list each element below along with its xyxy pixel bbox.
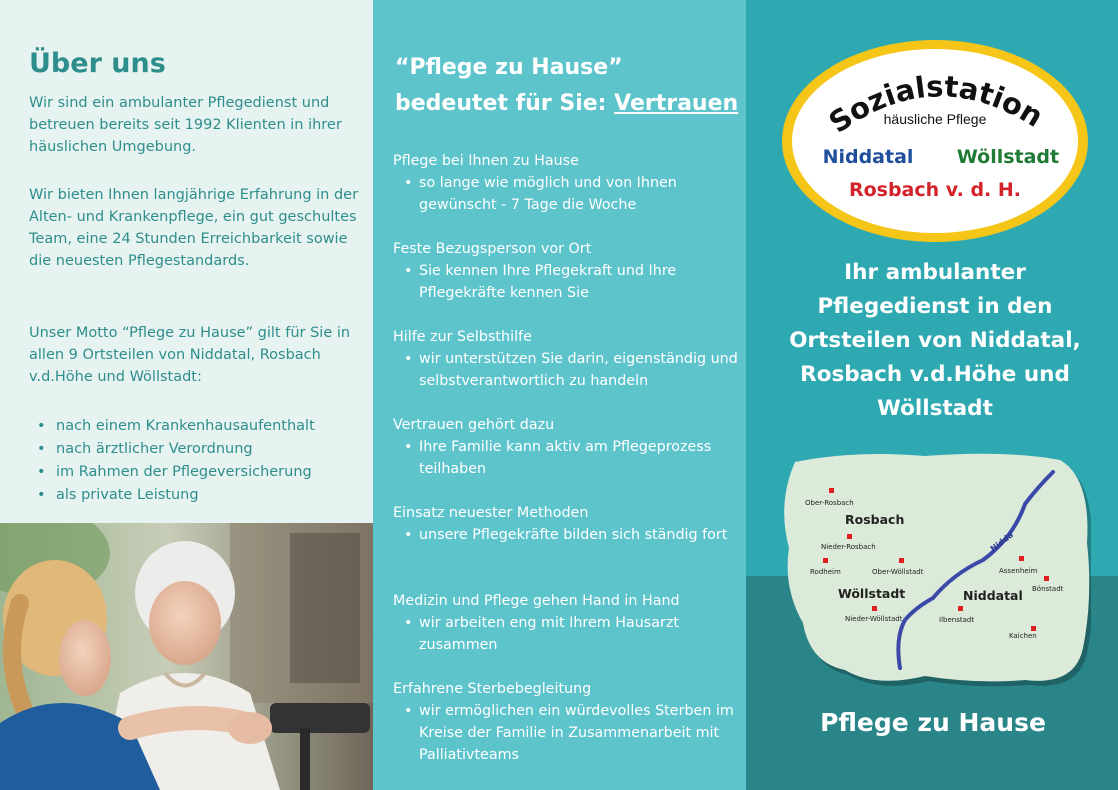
benefit-title: Feste Bezugsperson vor Ort — [393, 241, 592, 257]
benefit-bullet: • unsere Pflegekräfte bilden sich ständig fort — [393, 524, 738, 546]
benefit-item — [393, 502, 738, 546]
map-region-rosbach: Rosbach — [845, 512, 905, 527]
heading-underlined-word: Vertrauen — [614, 91, 739, 116]
heading-prefix: bedeutet für Sie: — [395, 91, 615, 116]
list-item: • im Rahmen der Pflegeversicherung — [34, 461, 315, 484]
map-village-rodheim: Rodheim — [810, 568, 841, 576]
benefit-bullet: • so lange wie möglich und von Ihnen gewünscht - 7 Tage die Woche — [393, 172, 738, 216]
cover-footer-title: Pflege zu Hause — [820, 708, 1046, 737]
map-marker — [1019, 556, 1024, 561]
benefit-item — [393, 414, 738, 480]
map-marker — [829, 488, 834, 493]
map-marker — [823, 558, 828, 563]
benefit-title: Erfahrene Sterbebegleitung — [393, 681, 592, 697]
logo-name: Sozialstation — [822, 69, 1050, 140]
benefit-bullet: • Sie kennen Ihre Pflegekraft und Ihre Pflegekräfte kennen Sie — [393, 260, 738, 304]
tagline-line: Pflegedienst in den — [817, 294, 1053, 319]
benefit-bullet: • wir unterstützen Sie darin, eigenständig und selbstverantwortlich zu handeln — [393, 348, 738, 392]
map-village-nieder-woellstadt: Nieder-Wöllstadt — [845, 615, 903, 623]
map-marker — [872, 606, 877, 611]
about-title: Über uns — [29, 48, 166, 79]
map-marker — [1031, 626, 1036, 631]
benefit-item — [393, 150, 738, 216]
tagline-line: Rosbach v.d.Höhe und — [800, 362, 1070, 387]
list-item: • nach einem Krankenhausaufenthalt — [34, 415, 315, 438]
benefit-bullet: • wir ermöglichen ein würdevolles Sterben im Kreise der Familie in Zusammenarbeit mit Palliativteams — [393, 700, 738, 766]
map-region-niddatal: Niddatal — [963, 588, 1023, 603]
benefit-item — [393, 590, 738, 656]
benefit-title: Medizin und Pflege gehen Hand in Hand — [393, 593, 680, 609]
benefit-title: Hilfe zur Selbsthilfe — [393, 329, 532, 345]
map-marker — [958, 606, 963, 611]
about-paragraph-intro: Wir sind ein ambulanter Pflegedienst und betreuen bereits seit 1992 Klienten in ihrer häuslichen Umgebung. — [29, 95, 342, 155]
map-marker — [1044, 576, 1049, 581]
map-village-ober-woellstadt: Ober-Wöllstadt — [872, 568, 924, 576]
map-marker — [847, 534, 852, 539]
map-village-boenstadt: Bönstadt — [1032, 585, 1064, 593]
list-item: • als private Leistung — [34, 484, 315, 507]
tagline-line: Wöllstadt — [877, 396, 993, 421]
sozialstation-logo — [780, 38, 1090, 244]
logo-subtitle: häusliche Pflege — [883, 111, 987, 127]
benefit-item — [393, 326, 738, 392]
map-village-assenheim: Assenheim — [999, 567, 1038, 575]
benefit-item — [393, 678, 738, 766]
logo-place-woellstadt: Wöllstadt — [956, 146, 1060, 168]
tagline-line: Ihr ambulanter — [844, 260, 1026, 285]
benefit-title: Einsatz neuester Methoden — [393, 505, 589, 521]
map-village-nieder-rosbach: Nieder-Rosbach — [821, 543, 876, 551]
list-item: • nach ärztlicher Verordnung — [34, 438, 315, 461]
cover-tagline — [770, 256, 1100, 426]
logo-place-niddatal: Niddatal — [822, 146, 914, 168]
benefit-bullet: • Ihre Familie kann aktiv am Pflegeprozess teilhaben — [393, 436, 738, 480]
benefit-item — [393, 238, 738, 304]
map-region-woellstadt: Wöllstadt — [838, 586, 906, 601]
benefits-heading-line2 — [395, 88, 738, 120]
map-marker — [899, 558, 904, 563]
benefit-bullet: • wir arbeiten eng mit Ihrem Hausarzt zusammen — [393, 612, 738, 656]
caregiver-photo — [0, 523, 373, 790]
tagline-line: Ortsteilen von Niddatal, — [789, 328, 1081, 353]
about-bullet-list — [34, 415, 315, 507]
map-village-ilbenstadt: Ilbenstadt — [939, 616, 975, 624]
about-paragraph-experience: Wir bieten Ihnen langjährige Erfahrung in der Alten- und Krankenpflege, ein gut geschultes Team, eine 24 Stunden Erreichbarkeit sowie die neuesten Pflegestandards. — [29, 187, 359, 269]
map-village-ober-rosbach: Ober-Rosbach — [805, 499, 854, 507]
map-river-label: Nidda — [988, 530, 1015, 554]
service-area-map — [775, 448, 1091, 688]
benefit-title: Vertrauen gehört dazu — [393, 417, 555, 433]
benefits-heading-line1: “Pflege zu Hause” — [395, 55, 623, 80]
benefit-title: Pflege bei Ihnen zu Hause — [393, 153, 579, 169]
about-paragraph-motto: Unser Motto “Pflege zu Hause” gilt für Sie in allen 9 Ortsteilen von Niddatal, Rosbach v.d.Höhe und Wöllstadt: — [29, 325, 351, 385]
logo-place-rosbach: Rosbach v. d. H. — [848, 179, 1022, 201]
map-village-kaichen: Kaichen — [1009, 632, 1037, 640]
